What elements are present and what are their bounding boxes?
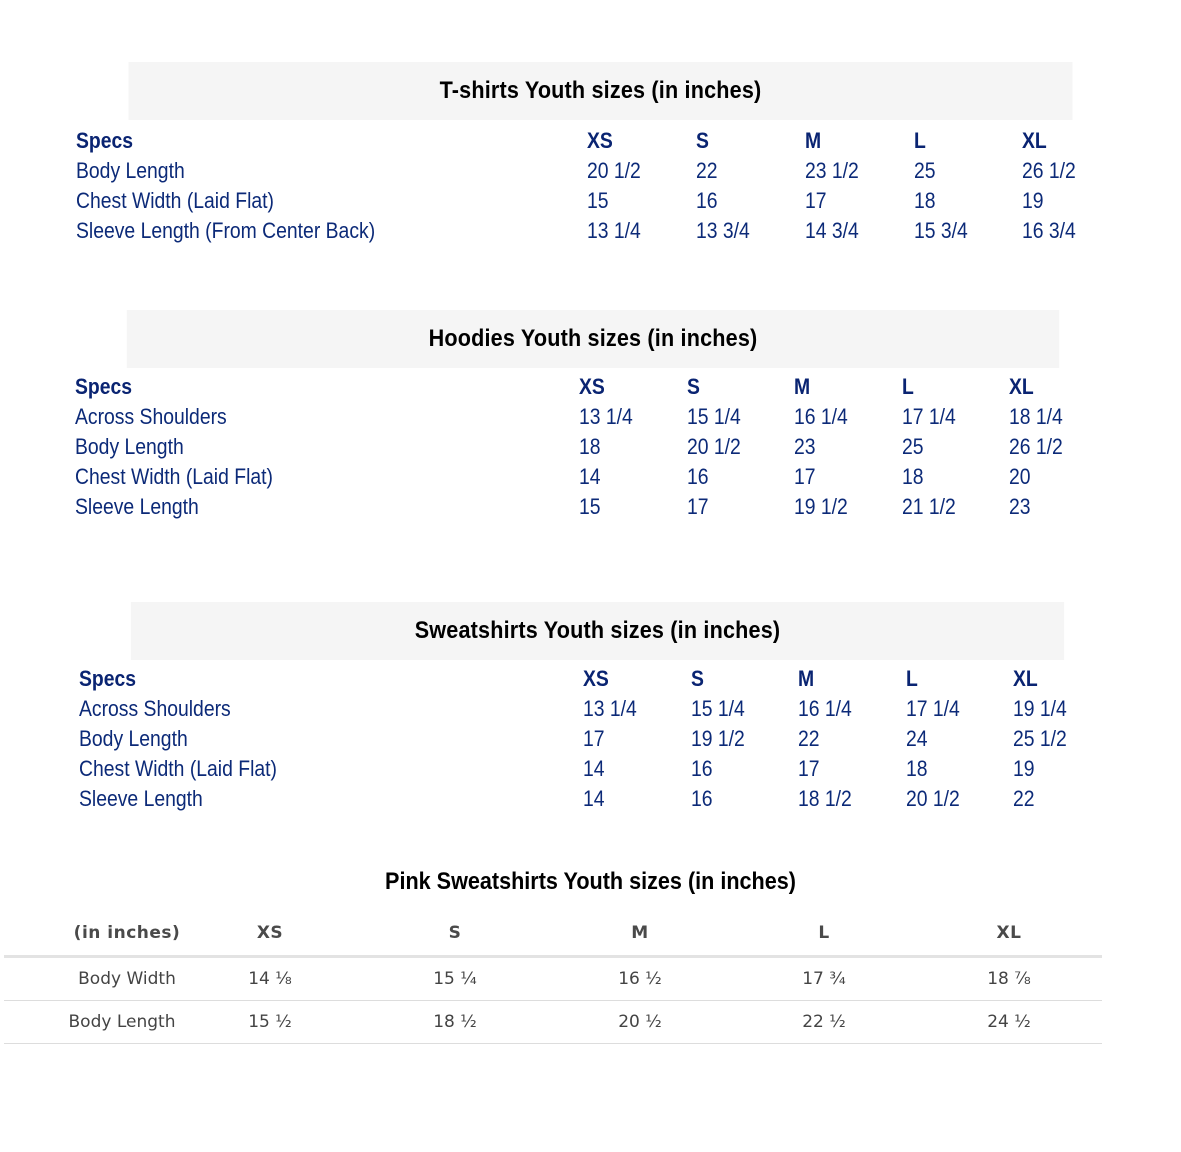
- spec-value: 14: [583, 786, 605, 811]
- spec-label: Across Shoulders: [75, 404, 227, 429]
- spec-label: Across Shoulders: [79, 696, 231, 721]
- spec-value: 20 1/2: [587, 158, 641, 183]
- spec-value: 15 1/4: [687, 404, 741, 429]
- spec-label: Sleeve Length: [75, 494, 199, 519]
- spec-value: 23: [1009, 494, 1031, 519]
- size-l-header: L: [818, 922, 830, 943]
- spec-value: 18: [906, 756, 928, 781]
- spec-value: 16 1/4: [794, 404, 848, 429]
- table-row: [4, 958, 1102, 1001]
- spec-value: 18 1/4: [1009, 404, 1063, 429]
- spec-value: 19: [1022, 188, 1044, 213]
- spec-value: 14 3/4: [805, 218, 859, 243]
- spec-label: Chest Width (Laid Flat): [79, 756, 277, 781]
- size-s-header: S: [448, 922, 462, 943]
- spec-value: 21 1/2: [902, 494, 956, 519]
- spec-value: 13 1/4: [587, 218, 641, 243]
- table-row: [79, 694, 1116, 724]
- spec-value: 23 1/2: [805, 158, 859, 183]
- size-xs-header: XS: [583, 666, 609, 691]
- size-xl-header: XL: [1022, 128, 1047, 153]
- specs-header: Specs: [79, 666, 137, 691]
- size-s-header: S: [691, 666, 704, 691]
- size-xl-header: XL: [996, 922, 1022, 943]
- table-row: [76, 216, 1125, 246]
- spec-value: 18 1/2: [798, 786, 852, 811]
- spec-value: 17: [583, 726, 605, 751]
- spec-value: 19 1/2: [691, 726, 745, 751]
- table-row: [76, 186, 1125, 216]
- specs-header: Specs: [75, 374, 133, 399]
- table-row: [79, 754, 1116, 784]
- size-m-header: M: [805, 128, 822, 153]
- size-s-header: S: [696, 128, 709, 153]
- size-xl-header: XL: [1009, 374, 1034, 399]
- spec-value: 25: [902, 434, 924, 459]
- tshirts-chart-title: T-shirts Youth sizes (in inches): [128, 62, 1072, 120]
- spec-value: 25: [914, 158, 936, 183]
- sweatshirts-header-row: [79, 664, 1116, 694]
- pink-sweatshirts-size-table: [4, 910, 1102, 1044]
- spec-value: 16: [696, 188, 718, 213]
- spec-value: 24: [906, 726, 928, 751]
- spec-label: Chest Width (Laid Flat): [76, 188, 274, 213]
- size-xl-header: XL: [1013, 666, 1038, 691]
- spec-label: Chest Width (Laid Flat): [75, 464, 273, 489]
- size-m-header: M: [631, 922, 649, 943]
- tshirts-header-row: [76, 126, 1125, 156]
- units-header: (in inches): [73, 922, 181, 943]
- hoodies-chart-title: Hoodies Youth sizes (in inches): [127, 310, 1059, 368]
- spec-label: Body Length: [68, 1012, 176, 1032]
- spec-value: 18: [579, 434, 601, 459]
- spec-value: 16 3/4: [1022, 218, 1076, 243]
- pink-header-row: [4, 910, 1102, 958]
- spec-value: 18 ⅞: [987, 969, 1031, 989]
- spec-value: 15 1/4: [691, 696, 745, 721]
- sweatshirts-chart-title: Sweatshirts Youth sizes (in inches): [131, 602, 1064, 660]
- spec-value: 17: [805, 188, 827, 213]
- size-xs-header: XS: [579, 374, 605, 399]
- spec-value: 19: [1013, 756, 1035, 781]
- table-row: [75, 402, 1111, 432]
- spec-value: 22 ½: [802, 1012, 846, 1032]
- spec-value: 23: [794, 434, 816, 459]
- size-m-header: M: [794, 374, 811, 399]
- table-row: [79, 724, 1116, 754]
- spec-label: Sleeve Length: [79, 786, 203, 811]
- spec-value: 15 ¼: [433, 969, 477, 989]
- spec-value: 15 3/4: [914, 218, 968, 243]
- size-l-header: L: [906, 666, 918, 691]
- table-row: [75, 432, 1111, 462]
- spec-value: 16 1/4: [798, 696, 852, 721]
- table-row: [79, 784, 1116, 814]
- hoodies-size-chart: [75, 310, 1111, 530]
- size-xs-header: XS: [256, 922, 284, 943]
- spec-value: 17: [798, 756, 820, 781]
- spec-value: 16: [691, 756, 713, 781]
- spec-value: 26 1/2: [1022, 158, 1076, 183]
- spec-value: 24 ½: [987, 1012, 1031, 1032]
- spec-value: 16: [687, 464, 709, 489]
- spec-label: Sleeve Length (From Center Back): [76, 218, 376, 243]
- spec-value: 17 1/4: [902, 404, 956, 429]
- spec-value: 20 ½: [618, 1012, 662, 1032]
- spec-value: 19 1/2: [794, 494, 848, 519]
- sweatshirts-size-chart: [79, 602, 1116, 822]
- spec-value: 13 1/4: [579, 404, 633, 429]
- spec-value: 15: [579, 494, 601, 519]
- table-row: [76, 156, 1125, 186]
- spec-value: 17: [794, 464, 816, 489]
- spec-value: 14: [583, 756, 605, 781]
- spec-value: 25 1/2: [1013, 726, 1067, 751]
- spec-value: 17 1/4: [906, 696, 960, 721]
- hoodies-header-row: [75, 372, 1111, 402]
- spec-value: 22: [1013, 786, 1035, 811]
- table-row: [75, 492, 1111, 522]
- spec-value: 14 ⅛: [248, 969, 292, 989]
- spec-value: 16: [691, 786, 713, 811]
- spec-value: 20 1/2: [687, 434, 741, 459]
- spec-value: 13 1/4: [583, 696, 637, 721]
- spec-value: 18: [914, 188, 936, 213]
- spec-label: Body Width: [78, 969, 176, 989]
- spec-value: 13 3/4: [696, 218, 750, 243]
- size-s-header: S: [687, 374, 700, 399]
- spec-value: 20: [1009, 464, 1031, 489]
- spec-value: 19 1/4: [1013, 696, 1067, 721]
- size-l-header: L: [902, 374, 914, 399]
- spec-value: 26 1/2: [1009, 434, 1063, 459]
- spec-value: 18: [902, 464, 924, 489]
- spec-label: Body Length: [79, 726, 188, 751]
- spec-value: 18 ½: [433, 1012, 477, 1032]
- spec-value: 16 ½: [618, 969, 662, 989]
- pink-sweatshirts-chart-title: Pink Sweatshirts Youth sizes (in inches): [385, 868, 796, 895]
- spec-value: 15 ½: [248, 1012, 292, 1032]
- spec-label: Body Length: [75, 434, 184, 459]
- size-xs-header: XS: [587, 128, 613, 153]
- spec-label: Body Length: [76, 158, 185, 183]
- specs-header: Specs: [76, 128, 134, 153]
- spec-value: 17: [687, 494, 709, 519]
- table-row: [75, 462, 1111, 492]
- size-m-header: M: [798, 666, 815, 691]
- tshirts-size-chart: [76, 62, 1125, 252]
- spec-value: 15: [587, 188, 609, 213]
- spec-value: 22: [798, 726, 820, 751]
- spec-value: 20 1/2: [906, 786, 960, 811]
- table-row: [4, 1001, 1102, 1044]
- spec-value: 22: [696, 158, 718, 183]
- size-l-header: L: [914, 128, 926, 153]
- spec-value: 17 ¾: [802, 969, 846, 989]
- spec-value: 14: [579, 464, 601, 489]
